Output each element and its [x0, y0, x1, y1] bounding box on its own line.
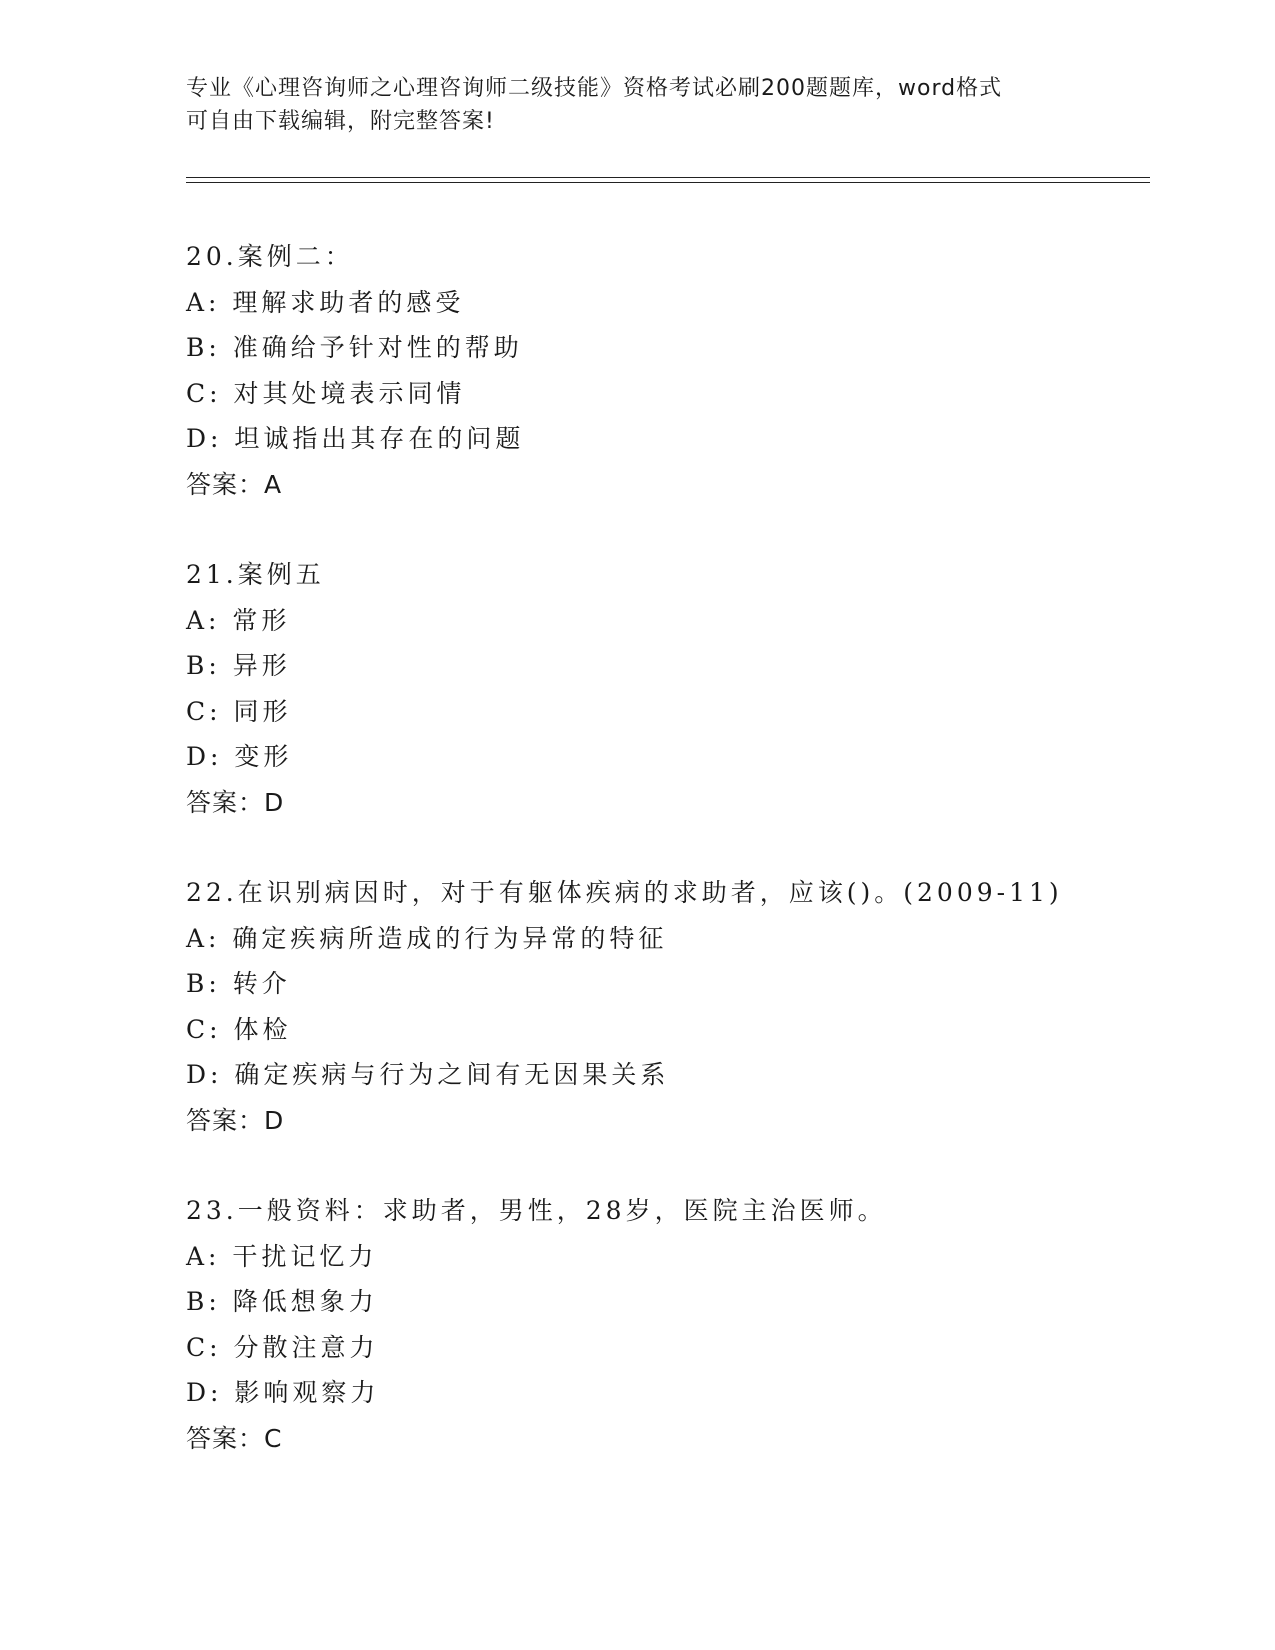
option-c: C: 同形: [186, 696, 292, 726]
question-21: [186, 552, 1136, 825]
option-d: D: 影响观察力: [186, 1378, 380, 1407]
answer-line: 答案：D: [186, 787, 285, 817]
option-d: D: 变形: [186, 742, 293, 771]
option-b: B: 转介: [186, 969, 291, 998]
document-header: [186, 72, 1086, 138]
answer-line: 答案：C: [186, 1423, 283, 1453]
option-c: C: 分散注意力: [186, 1332, 379, 1362]
option-a: A: 常形: [186, 605, 291, 635]
question-22: [186, 870, 1136, 1143]
option-d: D: 确定疾病与行为之间有无因果关系: [186, 1060, 670, 1089]
question-23: [186, 1188, 1136, 1461]
option-a: A: 干扰记忆力: [186, 1241, 378, 1271]
option-d: D: 坦诚指出其存在的问题: [186, 424, 525, 453]
header-line-2: 可自由下载编辑，附完整答案!: [186, 109, 495, 134]
question-20: [186, 234, 1136, 507]
option-b: B: 异形: [186, 651, 291, 680]
option-b: B: 降低想象力: [186, 1287, 378, 1316]
option-a: A: 理解求助者的感受: [186, 287, 465, 317]
answer-line: 答案：D: [186, 1105, 285, 1135]
option-b: B: 准确给予针对性的帮助: [186, 333, 523, 362]
question-stem: 22.在识别病因时，对于有躯体疾病的求助者，应该()。(2009-11): [186, 878, 1063, 907]
question-stem: 21.案例五: [186, 560, 325, 589]
question-stem: 23.一般资料：求助者，男性，28岁，医院主治医师。: [186, 1196, 887, 1225]
question-list: [186, 234, 1136, 1506]
answer-line: 答案：A: [186, 469, 283, 499]
header-divider-bottom: [186, 182, 1150, 183]
header-line-1: 专业《心理咨询师之心理咨询师二级技能》资格考试必刷200题题库，word格式: [186, 76, 1003, 101]
header-divider-top: [186, 177, 1150, 178]
option-a: A: 确定疾病所造成的行为异常的特征: [186, 923, 668, 953]
option-c: C: 体检: [186, 1014, 292, 1044]
option-c: C: 对其处境表示同情: [186, 378, 466, 408]
question-stem: 20.案例二：: [186, 242, 354, 271]
